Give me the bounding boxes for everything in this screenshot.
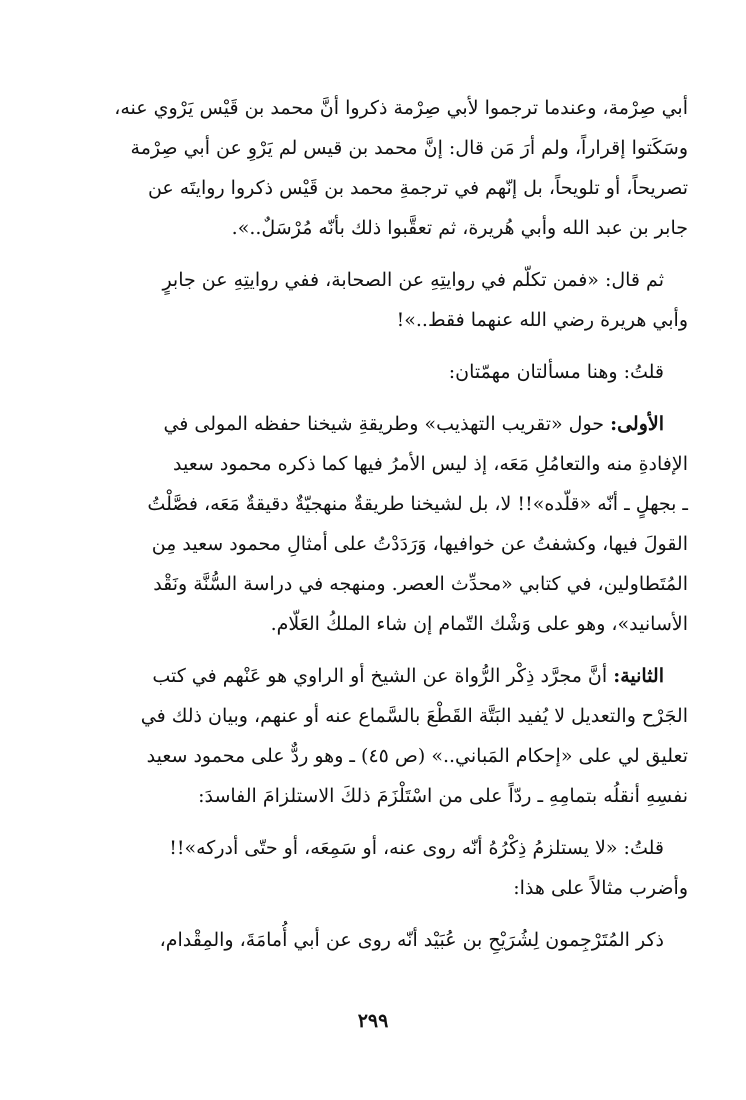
text-line: قلتُ: وهنا مسألتان مهمّتان: <box>448 361 664 383</box>
text-line: وأضرب مثالاً على هذا: <box>513 877 688 899</box>
text-line: الإفادةِ منه والتعامُلِ مَعَه، إذ ليس الأمرُ فيها كما ذكره محمود سعيد <box>173 453 688 475</box>
text-line: القولَ فيها، وكشفتُ عن خوافيها، وَرَدَدْتُ على أمثالِ محمود سعيد مِن <box>151 533 688 555</box>
page-number: ٢٩٩ <box>357 1010 389 1032</box>
paragraph-example <box>46 920 688 960</box>
paragraph-3 <box>46 352 688 392</box>
text-line: الثانية: أنَّ مجرَّد ذِكْر الرُّواة عن الشيخ أو الراوي هو عَنْهم في كتب <box>152 665 664 687</box>
text-line: ـ بجهلٍ ـ أنّه «قلّده»!! لا، بل لشيخنا طريقةٌ منهجيّةٌ دقيقةٌ مَعَه، فصَّلْتُ <box>147 493 688 515</box>
text-line: الأولى: حول «تقريب التهذيب» وطريقةِ شيخنا حفظه المولى في <box>163 413 664 435</box>
text-line: الأسانيد»، وهو على وَشْك التّمام إن شاء الملكُ العَلّام. <box>270 613 688 635</box>
text-line: ذكر المُتَرْجِمون لِشُرَيْحِ بن عُبَيْد أنّه روى عن أبي أُمامَةَ، والمِقْدام، <box>159 929 664 951</box>
issue-lead: الثانية: <box>613 665 664 687</box>
paragraph-first-issue <box>46 404 688 644</box>
text-line: وأبي هريرة رضي الله عنهما فقط..»! <box>396 309 688 331</box>
text-line: قلتُ: «لا يستلزمُ ذِكْرُهُ أنّه روى عنه، أو سَمِعَه، أو حتّى أدركه»!! <box>169 837 664 859</box>
issue-lead: الأولى: <box>610 413 664 435</box>
paragraph-quote <box>46 828 688 908</box>
paragraph-1 <box>46 88 688 248</box>
paragraph-second-issue <box>46 656 688 816</box>
text-line: المُتَطاولين، في كتابي «محدِّث العصر. ومنهجه في دراسة السُّنَّة ونَقْد <box>153 573 688 595</box>
text-line: جابر بن عبد الله وأبي هُريرة، ثم تعقَّبوا ذلك بأنّه مُرْسَلٌ..». <box>231 217 688 239</box>
text-line: ثم قال: «فمن تكلّم في روايتِهِ عن الصحابة، ففي روايتِهِ عن جابرٍ <box>162 269 664 291</box>
text-line: أبي صِرْمة، وعندما ترجموا لأبي صِرْمة ذكروا أنَّ محمد بن قَيْس يَرْوي عنه، <box>114 97 688 119</box>
text-line: تصريحاً، أو تلويحاً، بل إنّهم في ترجمةِ محمد بن قَيْس ذكروا روايتَه عن <box>147 177 688 199</box>
text-line: وسَكَتوا إقراراً، ولم أرَ مَن قال: إنَّ محمد بن قيس لم يَرْوِ عن أبي صِرْمة <box>130 137 688 159</box>
text-line: نفسِهِ أنقلُه بتمامِهِ ـ ردّاً على من اسْتَلْزَمَ ذلكَ الاستلزامَ الفاسدَ: <box>198 785 688 807</box>
paragraph-2 <box>46 260 688 340</box>
text-line: الجَرْح والتعديل لا يُفيد البَتَّة القَطْعَ بالسَّماع عنه أو عنهم، وبيان ذلك في <box>140 705 688 727</box>
text-line: تعليق لي على «إحكام المَباني..» (ص ٤٥) ـ وهو ردٌّ على محمود سعيد <box>146 745 688 767</box>
